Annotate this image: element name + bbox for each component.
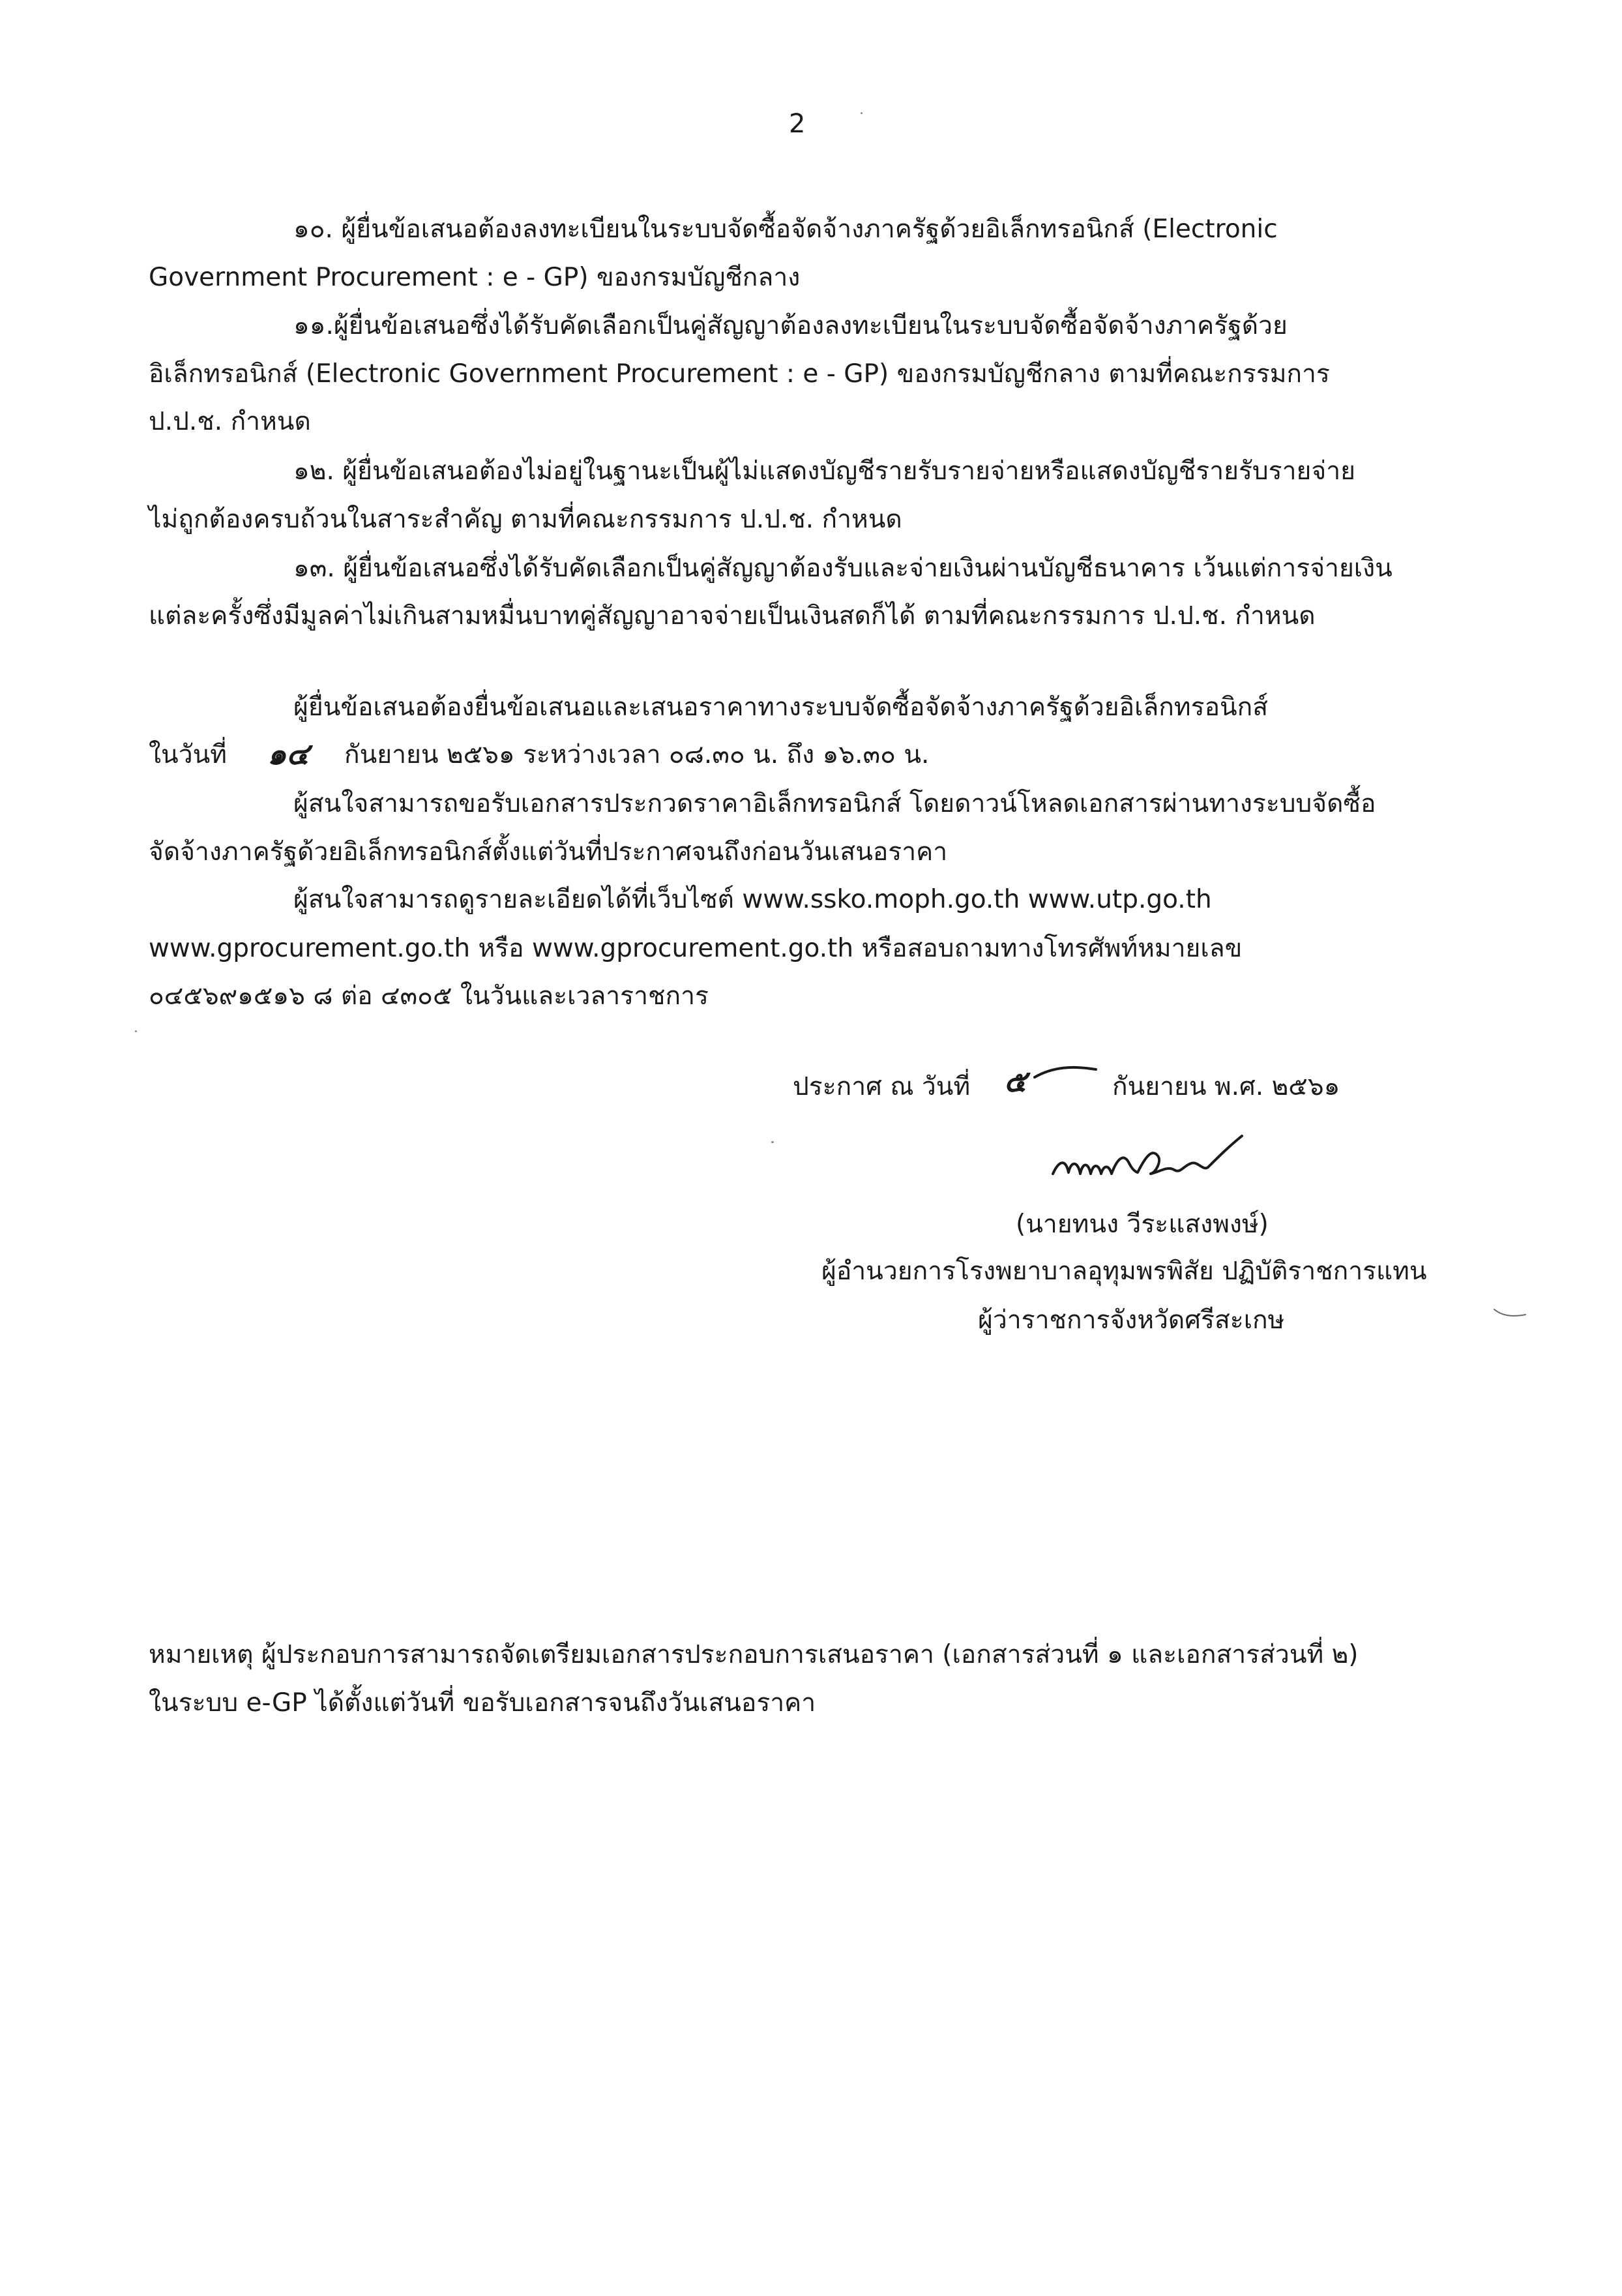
signer-role: ผู้ว่าราชการจังหวัดศรีสะเกษ [978, 1305, 1285, 1335]
download-line-2: จัดจ้างภาครัฐด้วยอิเล็กทรอนิกส์ตั้งแต่วันที่ประกาศจนถึงก่อนวันเสนอราคา [149, 837, 948, 867]
item-11-line-1: ๑๑.ผู้ยื่นข้อเสนอซึ่งได้รับคัดเลือกเป็นคู่สัญญาต้องลงทะเบียนในระบบจัดซื้อจัดจ้างภาครัฐด้วย [293, 311, 1288, 340]
submission-date-suffix: กันยายน ๒๕๖๑ ระหว่างเวลา ๐๘.๓๐ น. ถึง ๑๖.๓๐ น. [344, 740, 930, 769]
contact-line-1: ผู้สนใจสามารถดูรายละเอียดได้ที่เว็บไซต์ www.ssko.moph.go.th www.utp.go.th [293, 885, 1212, 914]
remark-line-2: ในระบบ e-GP ได้ตั้งแต่วันที่ ขอรับเอกสารจนถึงวันเสนอราคา [149, 1688, 816, 1718]
submission-day-handwritten: ๑๔ [267, 736, 310, 771]
item-12-line-2: ไม่ถูกต้องครบถ้วนในสาระสำคัญ ตามที่คณะกรรมการ ป.ป.ช. กำหนด [149, 505, 902, 534]
scan-speck [135, 1030, 137, 1032]
announcement-suffix: กันยายน พ.ศ. ๒๕๖๑ [1112, 1072, 1340, 1101]
handwritten-stroke [1033, 1063, 1099, 1082]
contact-line-3: ๐๔๕๖๙๑๕๑๖ ๘ ต่อ ๔๓๐๕ ในวันและเวลาราชการ [149, 981, 709, 1011]
signer-title: ผู้อำนวยการโรงพยาบาลอุทุมพรพิสัย ปฏิบัติราชการแทน [821, 1257, 1427, 1286]
scan-mark [1493, 1307, 1532, 1320]
signer-name: (นายทนง วีระแสงพงษ์) [1016, 1210, 1269, 1239]
item-10-line-1: ๑๐. ผู้ยื่นข้อเสนอต้องลงทะเบียนในระบบจัดซื้อจัดจ้างภาครัฐด้วยอิเล็กทรอนิกส์ (Electronic [293, 215, 1278, 244]
scan-speck [861, 112, 863, 114]
item-10-line-2: Government Procurement : e - GP) ของกรมบัญชีกลาง [149, 263, 801, 292]
scan-speck [771, 1141, 774, 1143]
submission-date-prefix: ในวันที่ [149, 740, 227, 769]
announcement-day-handwritten: ๕ [1004, 1064, 1027, 1099]
contact-line-2: www.gprocurement.go.th หรือ www.gprocurement.go.th หรือสอบถามทางโทรศัพท์หมายเลข [149, 934, 1243, 963]
item-13-line-1: ๑๓. ผู้ยื่นข้อเสนอซึ่งได้รับคัดเลือกเป็นคู่สัญญาต้องรับและจ่ายเงินผ่านบัญชีธนาคาร เว้นแต่การจ่ายเงิน [293, 554, 1393, 583]
download-line-1: ผู้สนใจสามารถขอรับเอกสารประกวดราคาอิเล็กทรอนิกส์ โดยดาวน์โหลดเอกสารผ่านทางระบบจัดซื้อ [293, 789, 1376, 818]
remark-line-1: หมายเหตุ ผู้ประกอบการสามารถจัดเตรียมเอกสารประกอบการเสนอราคา (เอกสารส่วนที่ ๑ และเอกสารส่วนที่ ๒) [149, 1640, 1359, 1669]
item-12-line-1: ๑๒. ผู้ยื่นข้อเสนอต้องไม่อยู่ในฐานะเป็นผู้ไม่แสดงบัญชีรายรับรายจ่ายหรือแสดงบัญชีรายรับรายจ่าย [293, 456, 1355, 486]
signature [1046, 1133, 1261, 1199]
page-number: 2 [789, 109, 806, 139]
item-11-line-3: ป.ป.ช. กำหนด [149, 407, 311, 436]
submission-line-1: ผู้ยื่นข้อเสนอต้องยื่นข้อเสนอและเสนอราคาทางระบบจัดซื้อจัดจ้างภาครัฐด้วยอิเล็กทรอนิกส์ [293, 693, 1269, 722]
item-11-line-2: อิเล็กทรอนิกส์ (Electronic Government Procurement : e - GP) ของกรมบัญชีกลาง ตามที่คณะกรรมการ [149, 359, 1330, 389]
announcement-prefix: ประกาศ ณ วันที่ [793, 1072, 971, 1101]
item-13-line-2: แต่ละครั้งซึ่งมีมูลค่าไม่เกินสามหมื่นบาทคู่สัญญาอาจจ่ายเป็นเงินสดก็ได้ ตามที่คณะกรรมการ ป.ป.ช. กำหนด [149, 601, 1316, 631]
